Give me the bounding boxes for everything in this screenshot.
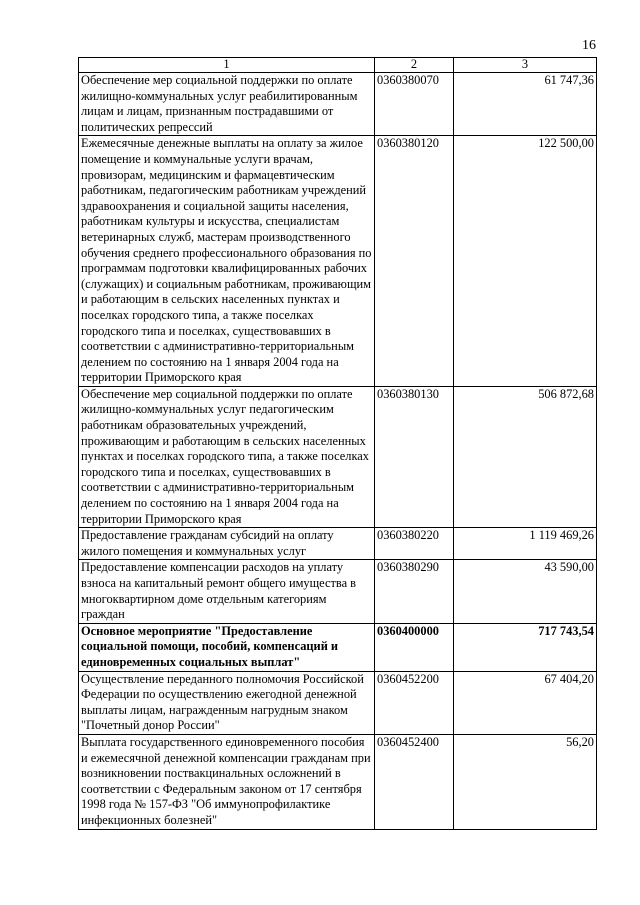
row-description: Предоставление компенсации расходов на уплату взноса на капитальный ремонт общего имущества в многоквартирном доме отдельным категориям граждан: [79, 560, 375, 623]
row-amount: 61 747,36: [454, 73, 597, 136]
row-code: 0360380220: [375, 528, 454, 560]
table-body: [79, 73, 597, 830]
table-row-main-activity: [79, 623, 597, 671]
row-code: 0360452200: [375, 671, 454, 734]
table-row: [79, 528, 597, 560]
header-row: [79, 58, 597, 73]
row-description: Обеспечение мер социальной поддержки по оплате жилищно-коммунальных услуг педагогическим работникам образовательных учреждений, проживающим и работающим в сельских населенных пунктах и поселках городского типа, а также поселках городского типа и поселках, существовавших в соответствии с административно-территориальным делением по состоянию на 1 января 2004 года на территории Приморского края: [79, 386, 375, 527]
row-code: 0360380290: [375, 560, 454, 623]
row-amount: 56,20: [454, 734, 597, 829]
row-amount: 122 500,00: [454, 136, 597, 387]
table-row: [79, 386, 597, 527]
table-row: [79, 560, 597, 623]
table-header: [79, 58, 597, 73]
column-header-2: 2: [375, 58, 454, 73]
row-code: 0360400000: [375, 623, 454, 671]
table-row: [79, 734, 597, 829]
row-description: Обеспечение мер социальной поддержки по оплате жилищно-коммунальных услуг реабилитированным лицам и лицам, признанным пострадавшими от политических репрессий: [79, 73, 375, 136]
row-code: 0360380130: [375, 386, 454, 527]
table-row: [79, 136, 597, 387]
row-code: 0360452400: [375, 734, 454, 829]
table-row: [79, 73, 597, 136]
row-code: 0360380120: [375, 136, 454, 387]
budget-table: [78, 57, 597, 830]
column-header-3: 3: [454, 58, 597, 73]
table-row: [79, 671, 597, 734]
row-description: Основное мероприятие "Предоставление социальной помощи, пособий, компенсаций и единовременных социальных выплат": [79, 623, 375, 671]
row-description: Выплата государственного единовременного пособия и ежемесячной денежной компенсации гражданам при возникновении поствакцинальных осложнений в соответствии с Федеральным законом от 17 сентября 1998 года № 157-ФЗ "Об иммунопрофилактике инфекционных болезней": [79, 734, 375, 829]
row-amount: 43 590,00: [454, 560, 597, 623]
row-description: Ежемесячные денежные выплаты на оплату за жилое помещение и коммунальные услуги врачам, провизорам, медицинским и фармацевтическим работникам, педагогическим работникам учреждений здравоохранения и социальной защиты населения, работникам культуры и искусства, специалистам ветеринарных служб, мастерам производственного обучения среднего профессионального образования по программам подготовки квалифицированных рабочих (служащих) и социальным работникам, проживающим и работающим в сельских населенных пунктах и поселках городского типа, а также поселках городского типа и поселках, существовавших в соответствии с административно-территориальным делением по состоянию на 1 января 2004 года на территории Приморского края: [79, 136, 375, 387]
row-description: Осуществление переданного полномочия Российской Федерации по осуществлению ежегодной денежной выплаты лицам, награжденным нагрудным знаком "Почетный донор России": [79, 671, 375, 734]
row-amount: 1 119 469,26: [454, 528, 597, 560]
column-header-1: 1: [79, 58, 375, 73]
row-description: Предоставление гражданам субсидий на оплату жилого помещения и коммунальных услуг: [79, 528, 375, 560]
row-amount: 717 743,54: [454, 623, 597, 671]
row-amount: 506 872,68: [454, 386, 597, 527]
page-number: 16: [582, 38, 596, 53]
row-code: 0360380070: [375, 73, 454, 136]
row-amount: 67 404,20: [454, 671, 597, 734]
